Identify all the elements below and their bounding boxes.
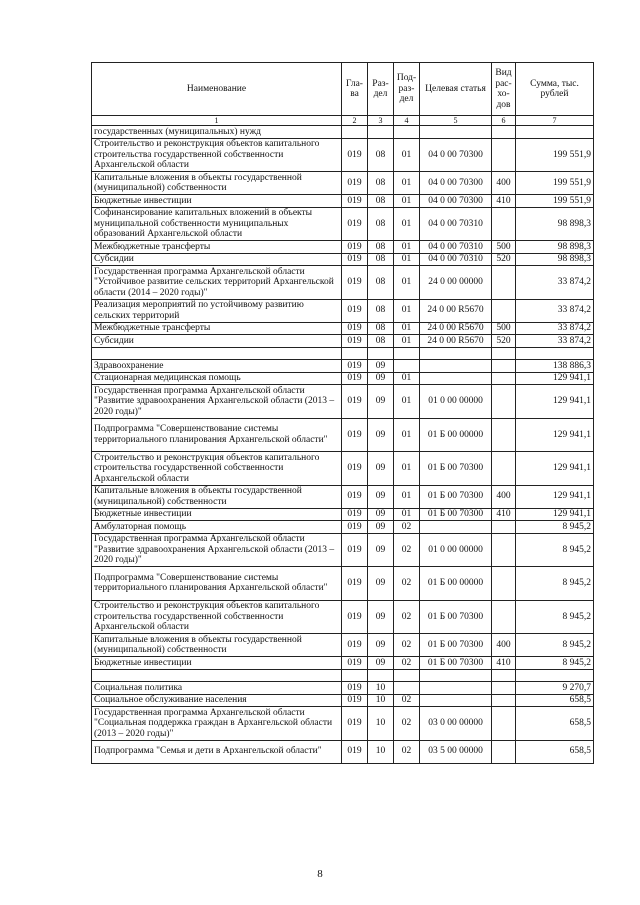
row-amount: 129 941,1 xyxy=(516,372,594,385)
row-name: Бюджетные инвестиции xyxy=(92,195,342,208)
table-row xyxy=(92,207,594,241)
row-chapter: 019 xyxy=(342,241,368,254)
row-subsection: 01 xyxy=(394,452,420,486)
row-name: Бюджетные инвестиции xyxy=(92,657,342,670)
budget-table xyxy=(91,62,594,764)
table-row xyxy=(92,600,594,634)
row-chapter: 019 xyxy=(342,322,368,335)
row-expense-type xyxy=(492,567,516,601)
row-expense-type: 500 xyxy=(492,241,516,254)
row-section: 09 xyxy=(368,533,394,567)
row-subsection: 01 xyxy=(394,508,420,521)
row-amount: 33 874,2 xyxy=(516,335,594,348)
row-chapter: 019 xyxy=(342,195,368,208)
row-subsection: 02 xyxy=(394,567,420,601)
table-row xyxy=(92,299,594,322)
row-chapter: 019 xyxy=(342,172,368,195)
row-section: 09 xyxy=(368,372,394,385)
row-amount: 199 551,9 xyxy=(516,138,594,172)
table-row xyxy=(92,195,594,208)
row-name: Капитальные вложения в объекты государственной (муниципальной) собственности xyxy=(92,634,342,657)
row-name: Бюджетные инвестиции xyxy=(92,508,342,521)
column-number: 5 xyxy=(420,116,492,126)
row-name: государственных (муниципальных) нужд xyxy=(92,126,342,139)
row-section: 08 xyxy=(368,207,394,241)
row-expense-type xyxy=(492,533,516,567)
row-expense-type xyxy=(492,682,516,695)
row-expense-type xyxy=(492,521,516,534)
table-row xyxy=(92,533,594,567)
row-expense-type xyxy=(492,707,516,741)
row-expense-type: 400 xyxy=(492,485,516,508)
row-target: 01 Б 00 70300 xyxy=(420,452,492,486)
row-name: Государственная программа Архангельской области "Социальная поддержка граждан в Архангельской области (2013 – 2020 годы)" xyxy=(92,707,342,741)
row-target: 01 Б 00 70300 xyxy=(420,634,492,657)
row-expense-type xyxy=(492,669,516,682)
table-row xyxy=(92,126,594,139)
column-number: 2 xyxy=(342,116,368,126)
row-expense-type: 410 xyxy=(492,657,516,670)
table-row xyxy=(92,452,594,486)
row-target xyxy=(420,682,492,695)
row-chapter: 019 xyxy=(342,138,368,172)
row-name: Подпрограмма "Совершенствование системы территориального планирования Архангельской области" xyxy=(92,567,342,601)
row-expense-type xyxy=(492,207,516,241)
row-name: Подпрограмма "Совершенствование системы территориального планирования Архангельской области" xyxy=(92,418,342,452)
row-name: Капитальные вложения в объекты государственной (муниципальной) собственности xyxy=(92,485,342,508)
row-subsection: 01 xyxy=(394,418,420,452)
row-section: 08 xyxy=(368,138,394,172)
row-subsection xyxy=(394,682,420,695)
row-amount: 98 898,3 xyxy=(516,207,594,241)
table-row xyxy=(92,634,594,657)
row-amount: 9 270,7 xyxy=(516,682,594,695)
table-row xyxy=(92,172,594,195)
row-target: 03 0 00 00000 xyxy=(420,707,492,741)
table-row xyxy=(92,707,594,741)
row-expense-type xyxy=(492,360,516,373)
row-expense-type xyxy=(492,694,516,707)
row-amount: 33 874,2 xyxy=(516,266,594,300)
row-amount: 8 945,2 xyxy=(516,521,594,534)
row-amount: 658,5 xyxy=(516,707,594,741)
row-expense-type xyxy=(492,266,516,300)
column-number: 7 xyxy=(516,116,594,126)
row-section: 08 xyxy=(368,172,394,195)
row-target: 01 0 00 00000 xyxy=(420,385,492,419)
row-chapter: 019 xyxy=(342,485,368,508)
row-chapter: 019 xyxy=(342,299,368,322)
row-section: 09 xyxy=(368,657,394,670)
row-chapter: 019 xyxy=(342,694,368,707)
row-name: Межбюджетные трансферты xyxy=(92,322,342,335)
table-row xyxy=(92,740,594,763)
spacer-row xyxy=(92,347,594,360)
row-subsection: 02 xyxy=(394,740,420,763)
row-section: 10 xyxy=(368,707,394,741)
row-name: Межбюджетные трансферты xyxy=(92,241,342,254)
table-row xyxy=(92,694,594,707)
row-subsection: 02 xyxy=(394,521,420,534)
header-section: Раз-дел xyxy=(368,63,394,116)
row-amount: 98 898,3 xyxy=(516,253,594,266)
row-section: 09 xyxy=(368,385,394,419)
row-target xyxy=(420,669,492,682)
row-target: 24 0 00 R5670 xyxy=(420,299,492,322)
header-chapter: Гла-ва xyxy=(342,63,368,116)
row-name: Государственная программа Архангельской области "Развитие здравоохранения Архангельской области (2013 – 2020 годы)" xyxy=(92,385,342,419)
row-name: Амбулаторная помощь xyxy=(92,521,342,534)
row-chapter xyxy=(342,669,368,682)
row-subsection: 02 xyxy=(394,634,420,657)
row-section: 09 xyxy=(368,600,394,634)
row-name: Строительство и реконструкция объектов капитального строительства государственной собственности Архангельской области xyxy=(92,452,342,486)
row-section: 08 xyxy=(368,266,394,300)
row-section: 09 xyxy=(368,567,394,601)
row-subsection: 02 xyxy=(394,533,420,567)
row-target: 01 Б 00 00000 xyxy=(420,567,492,601)
row-target: 04 0 00 70300 xyxy=(420,138,492,172)
row-chapter: 019 xyxy=(342,266,368,300)
row-amount: 8 945,2 xyxy=(516,533,594,567)
row-chapter: 019 xyxy=(342,418,368,452)
row-chapter: 019 xyxy=(342,533,368,567)
row-section: 09 xyxy=(368,521,394,534)
table-row xyxy=(92,360,594,373)
row-name: Здравоохранение xyxy=(92,360,342,373)
row-chapter: 019 xyxy=(342,207,368,241)
row-target xyxy=(420,694,492,707)
header-expense-type: Вид рас-хо-дов xyxy=(492,63,516,116)
row-target: 04 0 00 70300 xyxy=(420,172,492,195)
row-name: Подпрограмма "Семья и дети в Архангельской области" xyxy=(92,740,342,763)
row-chapter: 019 xyxy=(342,360,368,373)
row-target: 01 Б 00 70300 xyxy=(420,485,492,508)
row-chapter: 019 xyxy=(342,372,368,385)
table-header-row xyxy=(92,63,594,116)
row-subsection: 02 xyxy=(394,707,420,741)
row-expense-type: 400 xyxy=(492,634,516,657)
row-section: 08 xyxy=(368,299,394,322)
row-section: 09 xyxy=(368,634,394,657)
page-number: 8 xyxy=(317,868,323,880)
row-expense-type xyxy=(492,347,516,360)
row-target: 01 Б 00 70300 xyxy=(420,508,492,521)
table-row xyxy=(92,138,594,172)
row-expense-type xyxy=(492,600,516,634)
table-row xyxy=(92,485,594,508)
row-amount xyxy=(516,669,594,682)
row-subsection xyxy=(394,669,420,682)
row-name: Государственная программа Архангельской области "Развитие здравоохранения Архангельской области (2013 – 2020 годы)" xyxy=(92,533,342,567)
row-section xyxy=(368,669,394,682)
row-target: 01 Б 00 70300 xyxy=(420,657,492,670)
row-subsection xyxy=(394,347,420,360)
row-target: 24 0 00 R5670 xyxy=(420,335,492,348)
row-section: 09 xyxy=(368,360,394,373)
table-row xyxy=(92,657,594,670)
row-target xyxy=(420,521,492,534)
row-name: Капитальные вложения в объекты государственной (муниципальной) собственности xyxy=(92,172,342,195)
row-section xyxy=(368,347,394,360)
column-number: 4 xyxy=(394,116,420,126)
header-name: Наименование xyxy=(92,63,342,116)
row-expense-type: 520 xyxy=(492,335,516,348)
table-row xyxy=(92,322,594,335)
row-name: Стационарная медицинская помощь xyxy=(92,372,342,385)
row-subsection xyxy=(394,126,420,139)
row-target: 03 5 00 00000 xyxy=(420,740,492,763)
table-row xyxy=(92,385,594,419)
row-amount: 33 874,2 xyxy=(516,299,594,322)
row-expense-type xyxy=(492,418,516,452)
row-section: 08 xyxy=(368,322,394,335)
row-chapter: 019 xyxy=(342,335,368,348)
row-target xyxy=(420,347,492,360)
row-name: Реализация мероприятий по устойчивому развитию сельских территорий xyxy=(92,299,342,322)
row-chapter: 019 xyxy=(342,385,368,419)
row-expense-type xyxy=(492,452,516,486)
row-section: 09 xyxy=(368,508,394,521)
row-expense-type: 410 xyxy=(492,508,516,521)
row-amount: 129 941,1 xyxy=(516,485,594,508)
row-subsection: 01 xyxy=(394,372,420,385)
row-subsection: 02 xyxy=(394,694,420,707)
row-chapter xyxy=(342,347,368,360)
row-expense-type xyxy=(492,740,516,763)
table-row xyxy=(92,521,594,534)
row-chapter: 019 xyxy=(342,740,368,763)
row-subsection: 01 xyxy=(394,241,420,254)
row-amount xyxy=(516,126,594,139)
table-row xyxy=(92,567,594,601)
row-amount: 199 551,9 xyxy=(516,172,594,195)
row-name: Софинансирование капитальных вложений в объекты муниципальной собственности муниципальных образований Архангельской области xyxy=(92,207,342,241)
row-target: 24 0 00 R5670 xyxy=(420,322,492,335)
row-expense-type xyxy=(492,126,516,139)
row-expense-type: 400 xyxy=(492,172,516,195)
row-name: Строительство и реконструкция объектов капитального строительства государственной собственности Архангельской области xyxy=(92,138,342,172)
row-name xyxy=(92,669,342,682)
row-section: 08 xyxy=(368,195,394,208)
row-target: 01 Б 00 70300 xyxy=(420,600,492,634)
column-number: 6 xyxy=(492,116,516,126)
row-name: Государственная программа Архангельской области "Устойчивое развитие сельских территорий Архангельской области (2014 – 2020 годы)" xyxy=(92,266,342,300)
row-subsection: 01 xyxy=(394,266,420,300)
header-subsection: Под-раз-дел xyxy=(394,63,420,116)
row-target: 04 0 00 70310 xyxy=(420,241,492,254)
row-section xyxy=(368,126,394,139)
row-section: 10 xyxy=(368,740,394,763)
row-subsection: 01 xyxy=(394,322,420,335)
row-name: Социальная политика xyxy=(92,682,342,695)
row-chapter: 019 xyxy=(342,600,368,634)
row-chapter: 019 xyxy=(342,521,368,534)
row-name: Социальное обслуживание населения xyxy=(92,694,342,707)
row-subsection: 01 xyxy=(394,299,420,322)
row-target: 01 0 00 00000 xyxy=(420,533,492,567)
row-target xyxy=(420,372,492,385)
row-section: 09 xyxy=(368,452,394,486)
row-name: Строительство и реконструкция объектов капитального строительства государственной собственности Архангельской области xyxy=(92,600,342,634)
table-row xyxy=(92,241,594,254)
header-target: Целевая статья xyxy=(420,63,492,116)
row-amount: 8 945,2 xyxy=(516,600,594,634)
row-amount: 98 898,3 xyxy=(516,241,594,254)
row-expense-type: 500 xyxy=(492,322,516,335)
row-target: 01 Б 00 00000 xyxy=(420,418,492,452)
row-subsection: 01 xyxy=(394,335,420,348)
row-subsection: 02 xyxy=(394,600,420,634)
table-row xyxy=(92,508,594,521)
table-row xyxy=(92,418,594,452)
row-expense-type: 520 xyxy=(492,253,516,266)
row-expense-type: 410 xyxy=(492,195,516,208)
header-amount: Сумма, тыс. рублей xyxy=(516,63,594,116)
column-number: 1 xyxy=(92,116,342,126)
row-section: 08 xyxy=(368,253,394,266)
row-expense-type xyxy=(492,372,516,385)
row-subsection: 01 xyxy=(394,385,420,419)
row-target: 04 0 00 70310 xyxy=(420,207,492,241)
table-row xyxy=(92,253,594,266)
row-amount: 658,5 xyxy=(516,740,594,763)
row-amount: 658,5 xyxy=(516,694,594,707)
row-chapter: 019 xyxy=(342,634,368,657)
row-target xyxy=(420,126,492,139)
table-body xyxy=(92,126,594,764)
row-chapter: 019 xyxy=(342,567,368,601)
column-number: 3 xyxy=(368,116,394,126)
row-amount: 129 941,1 xyxy=(516,385,594,419)
row-expense-type xyxy=(492,299,516,322)
row-target xyxy=(420,360,492,373)
table-row xyxy=(92,682,594,695)
row-name: Субсидии xyxy=(92,335,342,348)
row-subsection: 01 xyxy=(394,207,420,241)
row-amount: 8 945,2 xyxy=(516,634,594,657)
row-chapter: 019 xyxy=(342,452,368,486)
row-section: 08 xyxy=(368,335,394,348)
column-number-row xyxy=(92,116,594,126)
row-section: 10 xyxy=(368,682,394,695)
row-subsection: 02 xyxy=(394,657,420,670)
row-subsection: 01 xyxy=(394,253,420,266)
row-subsection xyxy=(394,360,420,373)
row-target: 04 0 00 70310 xyxy=(420,253,492,266)
row-subsection: 01 xyxy=(394,172,420,195)
row-target: 04 0 00 70300 xyxy=(420,195,492,208)
row-amount: 8 945,2 xyxy=(516,657,594,670)
row-section: 08 xyxy=(368,241,394,254)
row-subsection: 01 xyxy=(394,195,420,208)
row-chapter xyxy=(342,126,368,139)
row-name xyxy=(92,347,342,360)
row-chapter: 019 xyxy=(342,253,368,266)
row-amount: 129 941,1 xyxy=(516,418,594,452)
spacer-row xyxy=(92,669,594,682)
row-expense-type xyxy=(492,385,516,419)
row-section: 10 xyxy=(368,694,394,707)
row-chapter: 019 xyxy=(342,707,368,741)
row-section: 09 xyxy=(368,418,394,452)
row-amount: 129 941,1 xyxy=(516,452,594,486)
row-subsection: 01 xyxy=(394,138,420,172)
row-target: 24 0 00 00000 xyxy=(420,266,492,300)
row-chapter: 019 xyxy=(342,508,368,521)
row-amount: 129 941,1 xyxy=(516,508,594,521)
table-row xyxy=(92,372,594,385)
row-name: Субсидии xyxy=(92,253,342,266)
row-amount xyxy=(516,347,594,360)
row-amount: 8 945,2 xyxy=(516,567,594,601)
row-amount: 33 874,2 xyxy=(516,322,594,335)
row-amount: 138 886,3 xyxy=(516,360,594,373)
row-amount: 199 551,9 xyxy=(516,195,594,208)
row-chapter: 019 xyxy=(342,682,368,695)
row-subsection: 01 xyxy=(394,485,420,508)
row-section: 09 xyxy=(368,485,394,508)
table-row xyxy=(92,266,594,300)
row-chapter: 019 xyxy=(342,657,368,670)
table-row xyxy=(92,335,594,348)
row-expense-type xyxy=(492,138,516,172)
